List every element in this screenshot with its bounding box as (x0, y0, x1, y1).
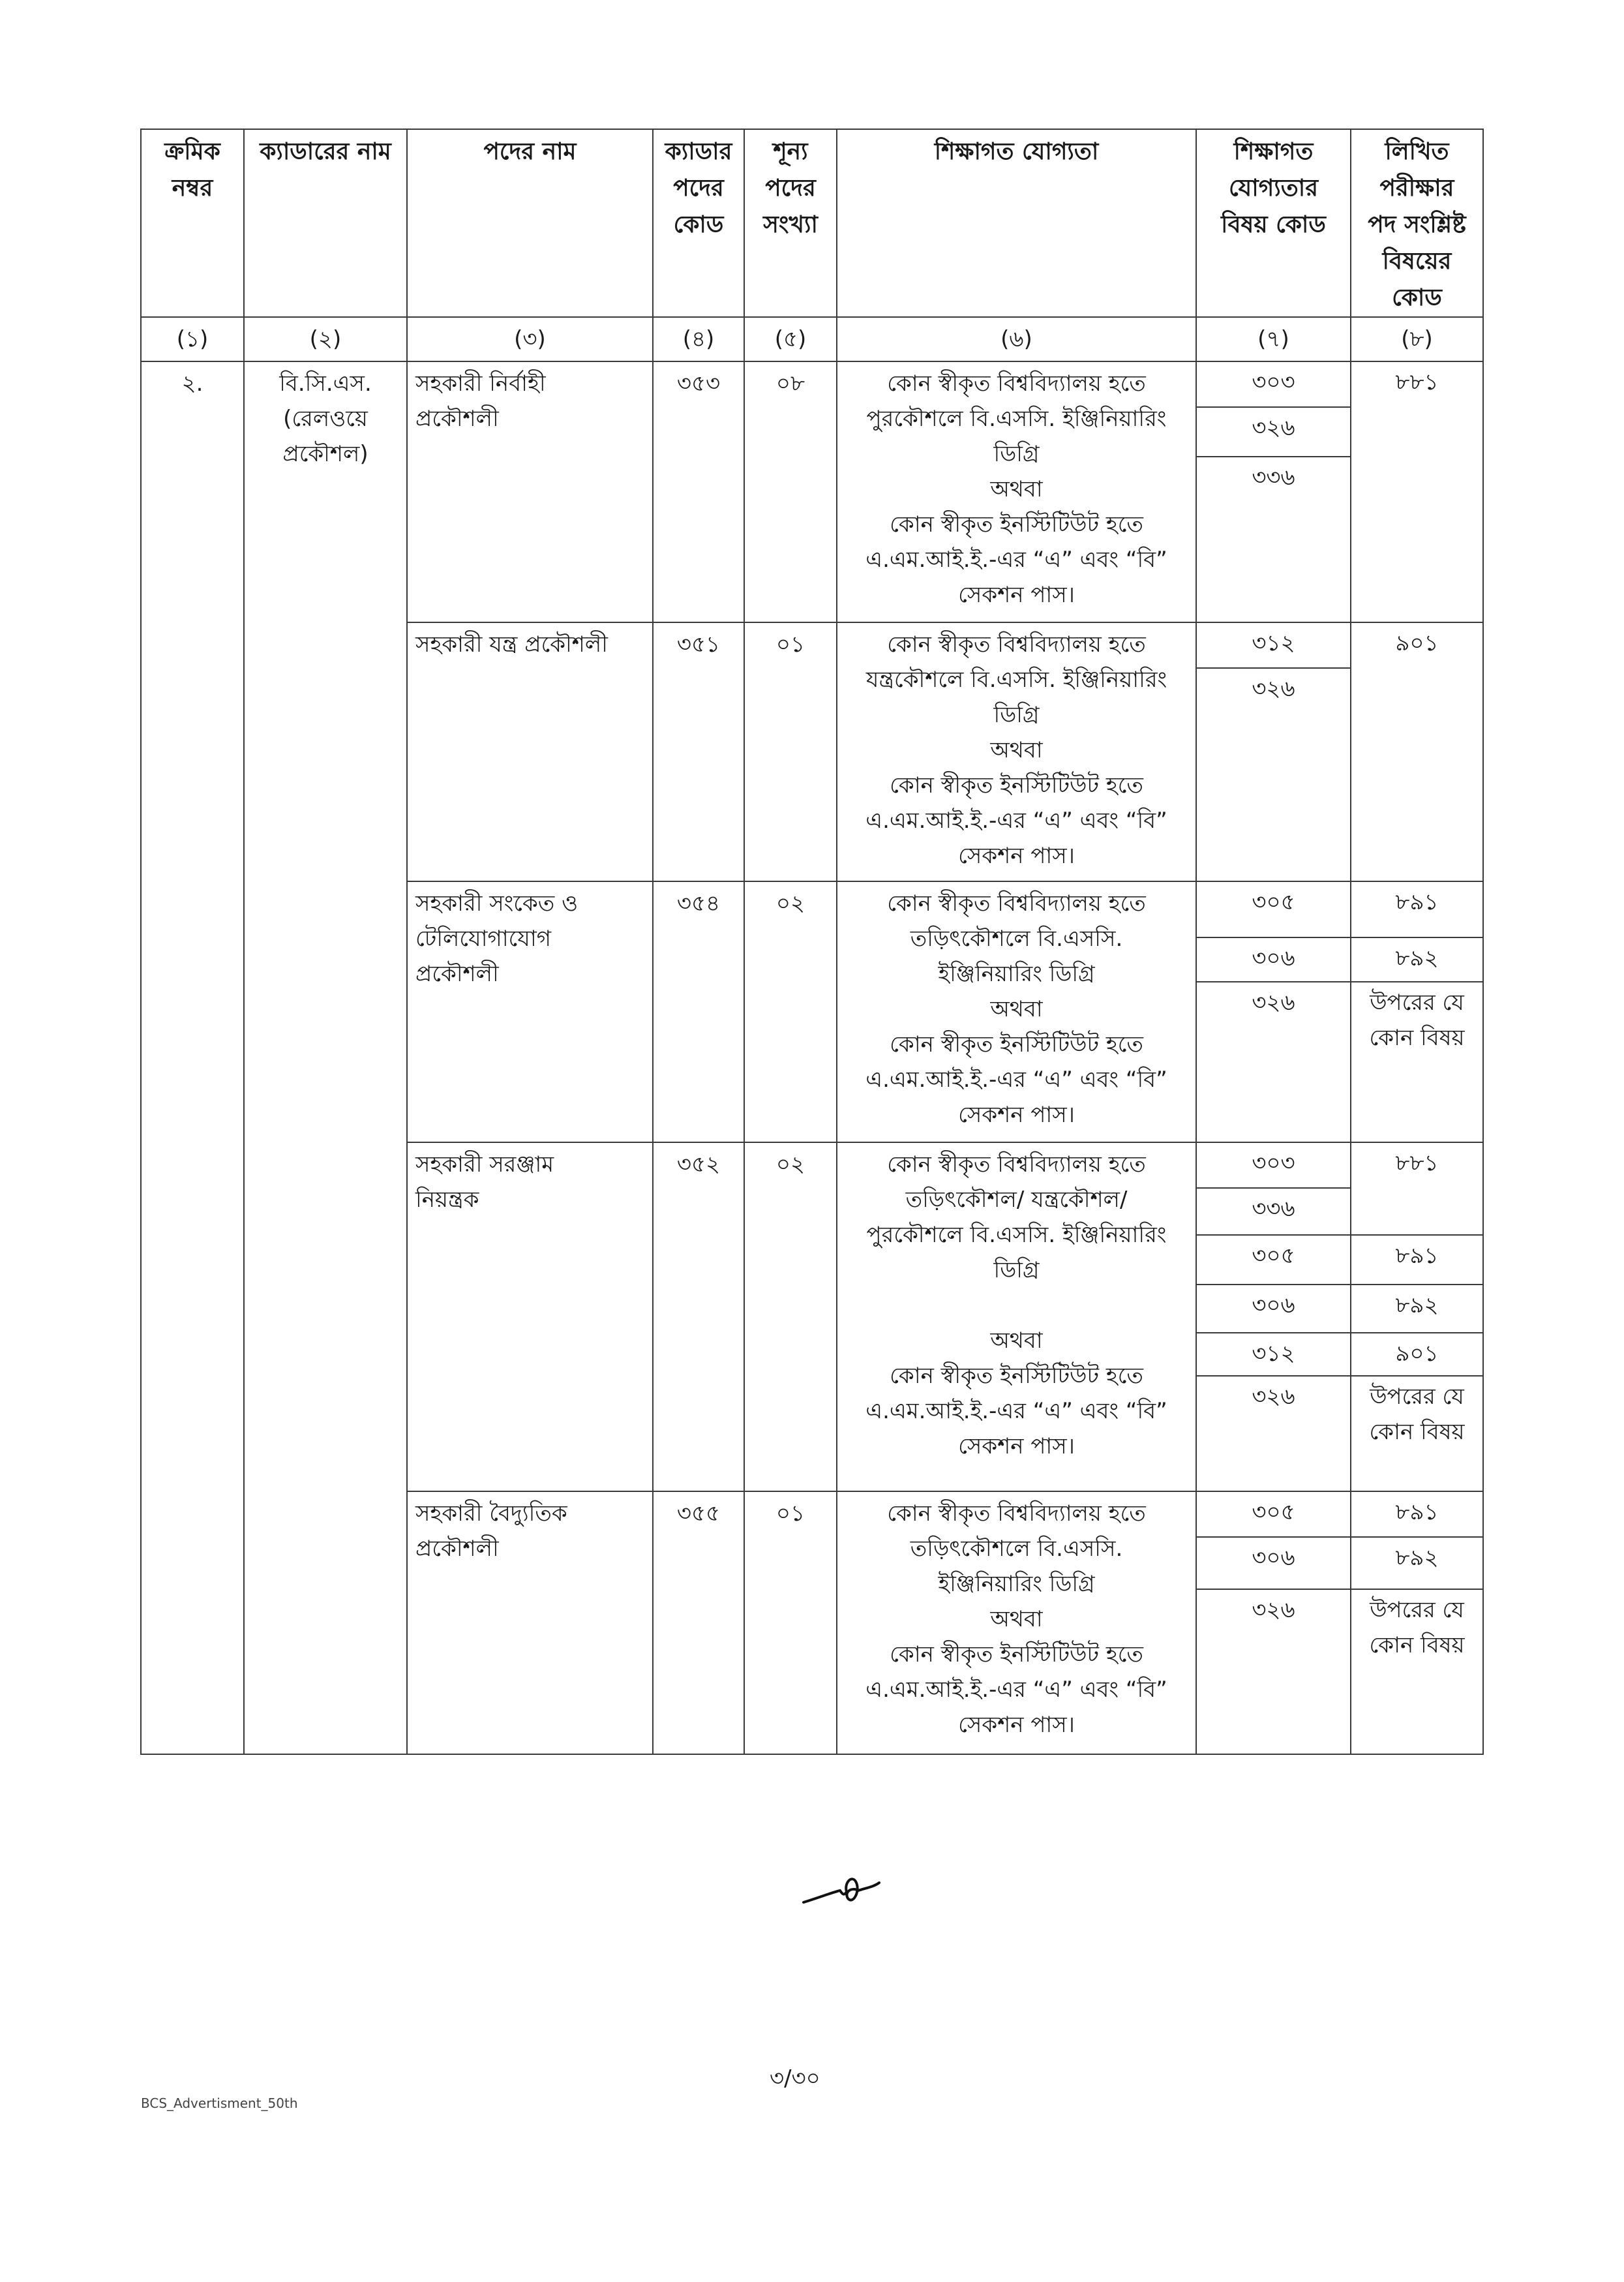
written-code: ৯০১ (1351, 1333, 1483, 1376)
header-qualification: শিক্ষাগত যোগ্যতা (837, 129, 1196, 317)
column-number-row (141, 317, 1483, 361)
subject-code: ৩০৬ (1196, 1537, 1351, 1589)
subject-code: ৩২৬ (1196, 1589, 1351, 1754)
vacancy-count: ০১ (744, 622, 837, 881)
qualification: কোন স্বীকৃত বিশ্ববিদ্যালয় হতে তড়িৎকৌশল/ যন্ত্রকৌশল/ পুরকৌশলে বি.এসসি. ইঞ্জিনিয়ারিং ডিগ্রি অথবা কোন স্বীকৃত ইনস্টিটিউট হতে এ.এম.আই.ই.-এর “এ” এবং “বি” সেকশন পাস। (837, 1142, 1196, 1491)
header-serial: ক্রমিক নম্বর (141, 129, 244, 317)
cadre-code: ৩৫১ (653, 622, 744, 881)
subject-code: ৩০৩ (1196, 361, 1351, 407)
subject-code: ৩২৬ (1196, 407, 1351, 457)
header-cadre-code: ক্যাডার পদের কোড (653, 129, 744, 317)
column-number: (৫) (744, 317, 837, 361)
subject-code: ৩০৫ (1196, 881, 1351, 937)
post-name: সহকারী বৈদ্যুতিক প্রকৌশলী (407, 1491, 653, 1754)
written-code: ৮৯২ (1351, 937, 1483, 982)
written-code: ৮৯২ (1351, 1537, 1483, 1589)
header-vacancies: শূন্য পদের সংখ্যা (744, 129, 837, 317)
cadre-code: ৩৫৫ (653, 1491, 744, 1754)
post-name: সহকারী যন্ত্র প্রকৌশলী (407, 622, 653, 881)
column-number: (৭) (1196, 317, 1351, 361)
serial-number: ২. (141, 361, 244, 1754)
subject-code: ৩২৬ (1196, 1376, 1351, 1491)
written-code: ৮৯১ (1351, 1235, 1483, 1285)
signature-icon (801, 1872, 899, 1911)
subject-code: ৩০৫ (1196, 1491, 1351, 1537)
subject-code: ৩০৫ (1196, 1235, 1351, 1285)
table-row-post-1 (141, 361, 1483, 407)
column-number: (২) (244, 317, 407, 361)
written-code: উপরের যে কোন বিষয় (1351, 1589, 1483, 1754)
subject-code: ৩২৬ (1196, 668, 1351, 881)
cadre-code: ৩৫৩ (653, 361, 744, 622)
column-number: (৮) (1351, 317, 1483, 361)
subject-code: ৩১২ (1196, 1333, 1351, 1376)
document-label: BCS_Advertisment_50th (141, 2095, 298, 2111)
written-code: ৮৯১ (1351, 1491, 1483, 1537)
header-post-name: পদের নাম (407, 129, 653, 317)
subject-code: ৩৩৬ (1196, 1188, 1351, 1235)
column-number: (১) (141, 317, 244, 361)
vacancy-count: ০২ (744, 1142, 837, 1491)
header-row (141, 129, 1483, 317)
column-number: (৪) (653, 317, 744, 361)
post-name: সহকারী নির্বাহী প্রকৌশলী (407, 361, 653, 622)
subject-code: ৩২৬ (1196, 982, 1351, 1142)
written-code: ৯০১ (1351, 622, 1483, 881)
written-code: ৮৮১ (1351, 1142, 1483, 1235)
qualification: কোন স্বীকৃত বিশ্ববিদ্যালয় হতে তড়িৎকৌশলে বি.এসসি. ইঞ্জিনিয়ারিং ডিগ্রি অথবা কোন স্বীকৃত ইনস্টিটিউট হতে এ.এম.আই.ই.-এর “এ” এবং “বি” সেকশন পাস। (837, 881, 1196, 1142)
column-number: (৩) (407, 317, 653, 361)
qualification: কোন স্বীকৃত বিশ্ববিদ্যালয় হতে তড়িৎকৌশলে বি.এসসি. ইঞ্জিনিয়ারিং ডিগ্রি অথবা কোন স্বীকৃত ইনস্টিটিউট হতে এ.এম.আই.ই.-এর “এ” এবং “বি” সেকশন পাস। (837, 1491, 1196, 1754)
column-number: (৬) (837, 317, 1196, 361)
written-code: উপরের যে কোন বিষয় (1351, 1376, 1483, 1491)
subject-code: ৩১২ (1196, 622, 1351, 668)
written-code: ৮৮১ (1351, 361, 1483, 622)
subject-code: ৩৩৬ (1196, 457, 1351, 622)
subject-code: ৩০৬ (1196, 937, 1351, 982)
qualification: কোন স্বীকৃত বিশ্ববিদ্যালয় হতে যন্ত্রকৌশলে বি.এসসি. ইঞ্জিনিয়ারিং ডিগ্রি অথবা কোন স্বীকৃত ইনস্টিটিউট হতে এ.এম.আই.ই.-এর “এ” এবং “বি” সেকশন পাস। (837, 622, 1196, 881)
cadre-posts-table (140, 129, 1484, 1755)
post-name: সহকারী সংকেত ও টেলিযোগাযোগ প্রকৌশলী (407, 881, 653, 1142)
header-cadre-name: ক্যাডারের নাম (244, 129, 407, 317)
written-code: উপরের যে কোন বিষয় (1351, 982, 1483, 1142)
written-code: ৮৯২ (1351, 1285, 1483, 1333)
written-code: ৮৯১ (1351, 881, 1483, 937)
subject-code: ৩০৩ (1196, 1142, 1351, 1188)
cadre-code: ৩৫৪ (653, 881, 744, 1142)
vacancy-count: ০৮ (744, 361, 837, 622)
subject-code: ৩০৬ (1196, 1285, 1351, 1333)
page-number: ৩/৩০ (770, 2065, 820, 2092)
header-written-code: লিখিত পরীক্ষার পদ সংশ্লিষ্ট বিষয়ের কোড (1351, 129, 1483, 317)
vacancy-count: ০১ (744, 1491, 837, 1754)
header-subject-code: শিক্ষাগত যোগ্যতার বিষয় কোড (1196, 129, 1351, 317)
cadre-code: ৩৫২ (653, 1142, 744, 1491)
qualification: কোন স্বীকৃত বিশ্ববিদ্যালয় হতে পুরকৌশলে বি.এসসি. ইঞ্জিনিয়ারিং ডিগ্রি অথবা কোন স্বীকৃত ইনস্টিটিউট হতে এ.এম.আই.ই.-এর “এ” এবং “বি” সেকশন পাস। (837, 361, 1196, 622)
cadre-name: বি.সি.এস. (রেলওয়ে প্রকৌশল) (244, 361, 407, 1754)
vacancy-count: ০২ (744, 881, 837, 1142)
post-name: সহকারী সরঞ্জাম নিয়ন্ত্রক (407, 1142, 653, 1491)
